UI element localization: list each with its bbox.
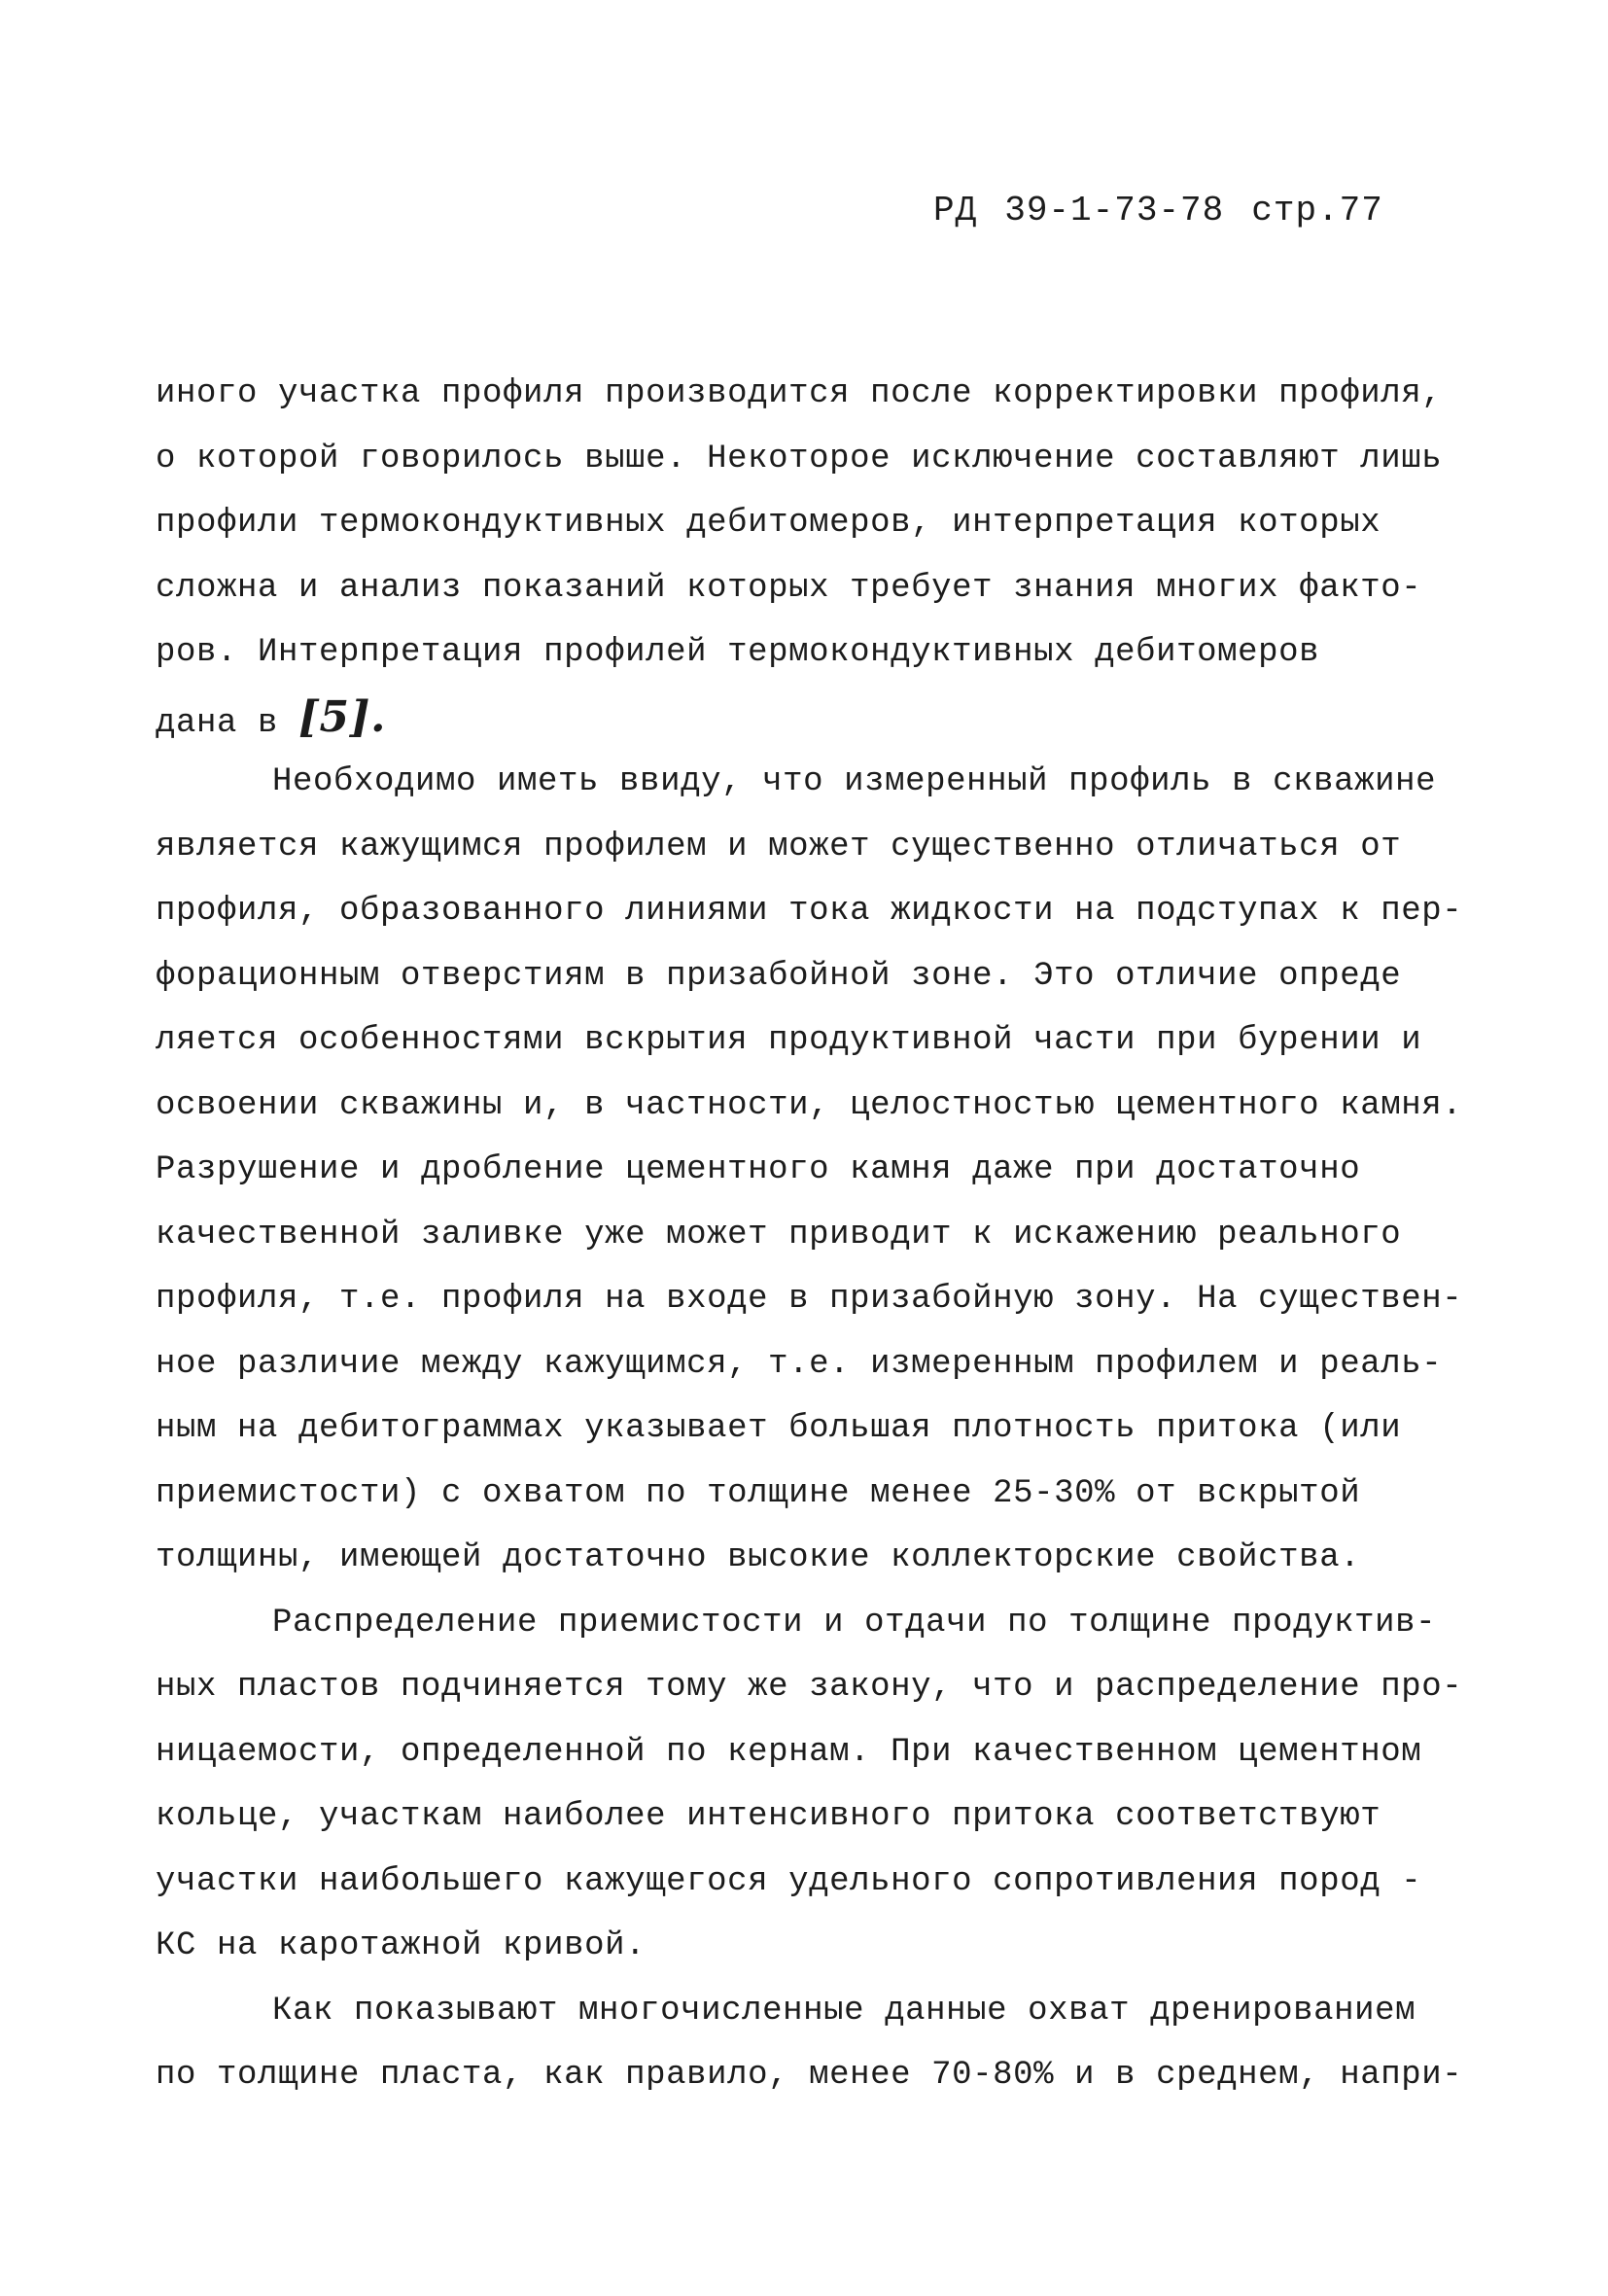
text-line: профиля, образованного линиями тока жидкости на подступах к пер- [156, 893, 1463, 930]
text-line: сложна и анализ показаний которых требует знания многих факто- [156, 569, 1422, 607]
text-line: Разрушение и дробление цементного камня даже при достаточно [156, 1151, 1361, 1188]
page-header [933, 191, 1419, 230]
body-text [156, 362, 1463, 2108]
text-line: является кажущимся профилем и может существенно отличаться от [156, 828, 1402, 865]
reference-prefix: дана в [156, 704, 279, 742]
paragraph-start: Как показывают многочисленные данные охват дренированием [272, 1992, 1416, 2030]
text-line: качественной заливке уже может приводит к искажению реального [156, 1216, 1402, 1254]
text-line: ляется особенностями вскрытия продуктивной части при бурении и [156, 1022, 1422, 1059]
text-line-reference [156, 686, 1439, 751]
doc-number: 39-1-73-78 [1004, 191, 1225, 230]
text-line: иного участка профиля производится после корректировки профиля, [156, 375, 1443, 412]
page-number: стр.77 [1251, 191, 1383, 230]
reference-citation: [5]. [298, 691, 387, 742]
text-line: по толщине пласта, как правило, менее 70-80% и в среднем, напри- [156, 2057, 1463, 2094]
text-line: форационным отверстиям в призабойной зоне. Это отличие опреде [156, 957, 1402, 995]
text-line: КС на каротажной кривой. [156, 1927, 647, 1964]
text-line: участки наибольшего кажущегося удельного сопротивления пород - [156, 1862, 1422, 1900]
doc-code: РД [933, 191, 978, 230]
paragraph-start: Распределение приемистости и отдачи по толщине продуктив- [272, 1604, 1437, 1642]
text-line: профиля, т.е. профиля на входе в призабойную зону. На существен- [156, 1281, 1463, 1318]
text-line: освоении скважины и, в частности, целостностью цементного камня. [156, 1086, 1463, 1124]
text-line: ных пластов подчиняется тому же закону, что и распределение про- [156, 1669, 1463, 1706]
text-line: приемистости) с охватом по толщине менее 25-30% от вскрытой [156, 1474, 1361, 1512]
paragraph-start: Необходимо иметь ввиду, что измеренный профиль в скважине [272, 763, 1437, 800]
text-line: ров. Интерпретация профилей термокондуктивных дебитомеров [156, 634, 1320, 671]
text-line: кольце, участкам наиболее интенсивного притока соответствуют [156, 1798, 1381, 1835]
text-line: ным на дебитограммах указывает большая плотность притока (или [156, 1410, 1402, 1447]
text-line: ное различие между кажущимся, т.е. измеренным профилем и реаль- [156, 1345, 1443, 1383]
text-line: о которой говорилось выше. Некоторое исключение составляют лишь [156, 440, 1443, 477]
text-line: профили термокондуктивных дебитомеров, интерпретация которых [156, 505, 1381, 542]
text-line: толщины, имеющей достаточно высокие коллекторские свойства. [156, 1539, 1361, 1576]
text-line: ницаемости, определенной по кернам. При качественном цементном [156, 1733, 1422, 1771]
